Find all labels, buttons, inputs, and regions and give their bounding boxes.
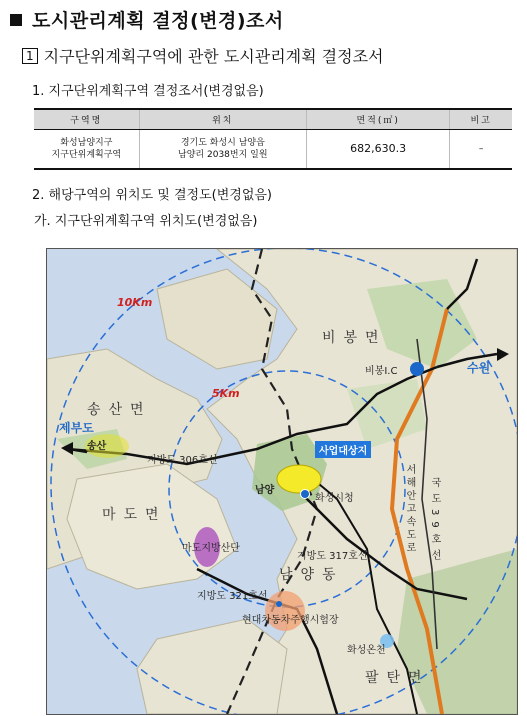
cell-name — [34, 130, 139, 170]
cell-area: 682,630.3 — [306, 130, 449, 170]
label-jebudo: 제부도 — [59, 421, 94, 435]
label-route-317: 지방도 317호선 — [297, 551, 368, 562]
label-paltan: 팔탄면 — [365, 670, 430, 686]
cell-location-line2: 남양리 2038번지 일원 — [178, 150, 268, 160]
section-1-text: 지구단위계획구역에 관한 도시관리계획 결정조서 — [43, 47, 384, 66]
label-route-39: 국도39호선 — [429, 477, 440, 566]
label-expressway: 서해안고속도로 — [404, 464, 415, 555]
cell-name-line1: 화성남양지구 — [60, 138, 113, 148]
decision-table — [34, 108, 512, 170]
subsection-1: 1. 지구단위계획구역 결정조서(변경없음) — [32, 84, 264, 99]
label-mado-industrial: 마도지방산단 — [182, 543, 240, 554]
cell-note: – — [450, 130, 512, 170]
col-header-area: 면적(㎡) — [306, 109, 449, 130]
city-hall-marker-icon — [301, 490, 310, 499]
label-hyundai-track: 현대차동차주행시험장 — [242, 615, 339, 626]
subsection-2: 2. 해당구역의 위치도 및 결정도(변경없음) — [32, 188, 273, 203]
cell-location-line1: 경기도 화성시 남양읍 — [180, 138, 265, 148]
bibong-ic-marker-icon — [410, 362, 424, 376]
cell-name-line2: 지구단위계획구역 — [51, 150, 122, 160]
label-hwaseong-spa: 화성온천 — [347, 645, 386, 656]
col-header-location: 위치 — [139, 109, 306, 130]
label-route-306: 지방도 306호선 — [147, 455, 218, 466]
col-header-name: 구역명 — [34, 109, 139, 130]
ring-label-5km: 5Km — [212, 387, 240, 400]
label-bibong: 비봉면 — [322, 330, 387, 346]
location-map — [46, 248, 518, 715]
label-songsan-small: 송산 — [87, 441, 107, 452]
label-namyang: 남양 — [255, 485, 275, 496]
section-number-box: 1 — [22, 48, 38, 64]
table-row — [34, 130, 512, 170]
land-mado — [67, 464, 237, 589]
land-peninsula — [157, 269, 277, 369]
col-header-note: 비고 — [450, 109, 512, 130]
label-namyang-dong: 남양동 — [279, 567, 344, 583]
hyundai-marker-icon — [276, 601, 282, 607]
table-header-row — [34, 109, 512, 130]
label-songsan: 송산면 — [87, 402, 152, 418]
ring-label-10km: 10Km — [117, 296, 153, 309]
doc-title-text: 도시관리계획 결정(변경)조서 — [32, 10, 284, 32]
map-graphic — [47, 249, 517, 714]
doc-title — [10, 6, 284, 33]
label-madomyeon: 마도면 — [102, 507, 167, 523]
label-route-321: 지방도 321호선 — [197, 591, 268, 602]
square-bullet-icon — [10, 14, 22, 26]
label-city-hall: 화성시청 — [315, 493, 354, 504]
subsection-2a: 가. 지구단위계획구역 위치도(변경없음) — [34, 214, 258, 229]
section-1 — [22, 44, 383, 67]
label-target: 사업대상지 — [315, 441, 371, 458]
label-bibong-ic: 비봉I.C — [365, 366, 398, 377]
land-south — [137, 619, 287, 714]
label-suwon: 수원 — [467, 361, 491, 375]
cell-location — [139, 130, 306, 170]
